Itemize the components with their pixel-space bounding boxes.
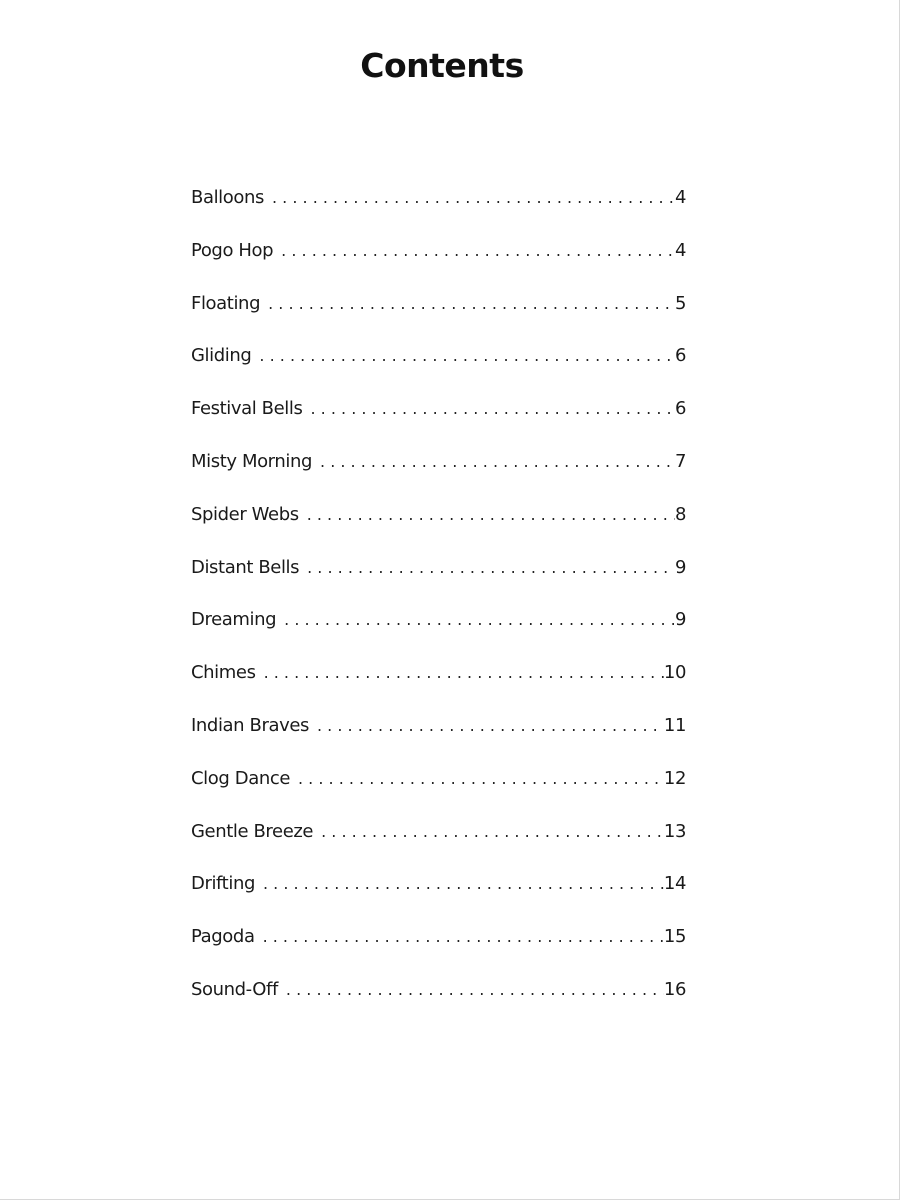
toc-entry xyxy=(191,602,686,655)
toc-entry-title: Misty Morning xyxy=(191,450,313,472)
table-of-contents xyxy=(191,180,686,1025)
toc-entry xyxy=(191,655,686,708)
toc-entry-title: Indian Braves xyxy=(191,714,309,736)
dot-leader xyxy=(307,550,675,586)
toc-entry-page: 8 xyxy=(674,503,686,525)
toc-entry-title: Clog Dance xyxy=(191,767,290,789)
toc-entry xyxy=(191,972,686,1025)
toc-entry xyxy=(191,444,686,497)
dot-leader xyxy=(321,814,664,850)
dot-leader xyxy=(268,286,675,322)
toc-entry xyxy=(191,866,686,919)
toc-entry-page: 10 xyxy=(663,662,686,684)
toc-entry-page: 7 xyxy=(674,450,686,472)
toc-entry-title: Drifting xyxy=(191,873,255,895)
dot-leader xyxy=(317,708,664,744)
toc-entry-title: Pogo Hop xyxy=(191,239,274,261)
toc-entry-page: 4 xyxy=(674,239,686,261)
dot-leader xyxy=(263,866,664,902)
toc-entry-page: 6 xyxy=(674,345,686,367)
dot-leader xyxy=(281,233,675,269)
dot-leader xyxy=(272,180,675,216)
toc-entry-page: 11 xyxy=(663,714,686,736)
toc-entry-page: 15 xyxy=(663,926,686,948)
toc-entry-title: Gliding xyxy=(191,345,252,367)
dot-leader xyxy=(311,391,675,427)
dot-leader xyxy=(259,338,675,374)
toc-entry-title: Balloons xyxy=(191,187,264,208)
toc-entry xyxy=(191,708,686,761)
toc-entry-title: Pagoda xyxy=(191,926,255,948)
toc-entry-title: Gentle Breeze xyxy=(191,820,314,842)
toc-entry-page: 16 xyxy=(663,978,686,1000)
toc-entry-page: 13 xyxy=(663,820,686,842)
dot-leader xyxy=(320,444,675,480)
toc-entry-title: Sound-Off xyxy=(191,978,278,1000)
toc-entry-page: 9 xyxy=(674,556,686,578)
toc-entry xyxy=(191,550,686,603)
dot-leader xyxy=(298,761,664,797)
toc-entry xyxy=(191,497,686,550)
toc-entry-title: Dreaming xyxy=(191,609,277,631)
toc-entry xyxy=(191,761,686,814)
toc-entry xyxy=(191,391,686,444)
toc-entry xyxy=(191,338,686,391)
dot-leader xyxy=(286,972,664,1008)
toc-entry-title: Festival Bells xyxy=(191,398,303,420)
toc-entry xyxy=(191,814,686,867)
page-title: Contents xyxy=(360,46,524,85)
toc-entry-page: 6 xyxy=(674,398,686,420)
toc-entry-page: 9 xyxy=(674,609,686,631)
toc-entry xyxy=(191,180,686,233)
toc-entry-title: Spider Webs xyxy=(191,503,299,525)
dot-leader xyxy=(263,919,664,955)
toc-entry-title: Floating xyxy=(191,292,261,314)
dot-leader xyxy=(264,655,664,691)
toc-entry-page: 14 xyxy=(663,873,686,895)
toc-entry-title: Distant Bells xyxy=(191,556,300,578)
toc-entry-page: 4 xyxy=(674,187,686,208)
toc-entry xyxy=(191,919,686,972)
dot-leader xyxy=(284,602,675,638)
toc-entry-page: 5 xyxy=(674,292,686,314)
toc-entry xyxy=(191,286,686,339)
dot-leader xyxy=(307,497,675,533)
toc-entry-title: Chimes xyxy=(191,662,256,684)
toc-entry-page: 12 xyxy=(663,767,686,789)
toc-entry xyxy=(191,233,686,286)
